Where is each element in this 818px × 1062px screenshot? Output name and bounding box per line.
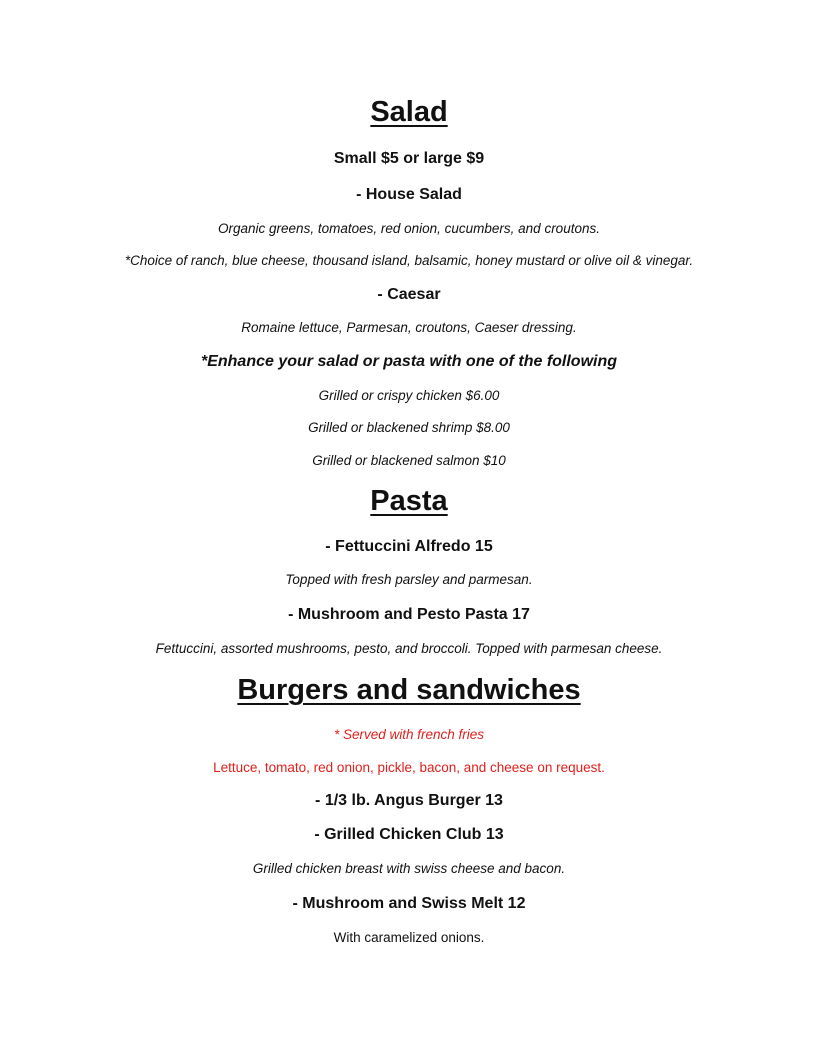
pasta-item-description: Fettuccini, assorted mushrooms, pesto, and broccoli. Topped with parmesan cheese. bbox=[155, 641, 663, 656]
burger-item-description: With caramelized onions. bbox=[333, 930, 485, 945]
enhance-option: Grilled or blackened salmon $10 bbox=[312, 453, 506, 468]
salad-heading: Salad bbox=[370, 96, 448, 128]
caesar-description: Romaine lettuce, Parmesan, croutons, Caeser dressing. bbox=[241, 320, 577, 335]
burger-item-name: - 1/3 lb. Angus Burger 13 bbox=[315, 792, 503, 809]
salad-size-pricing: Small $5 or large $9 bbox=[333, 150, 485, 167]
burgers-heading: Burgers and sandwiches bbox=[237, 674, 581, 706]
dressing-note: *Choice of ranch, blue cheese, thousand island, balsamic, honey mustard or olive oil & vinegar. bbox=[124, 253, 694, 268]
enhance-option: Grilled or crispy chicken $6.00 bbox=[318, 388, 500, 403]
enhance-title: *Enhance your salad or pasta with one of the following bbox=[200, 353, 618, 370]
enhance-option: Grilled or blackened shrimp $8.00 bbox=[308, 420, 510, 435]
pasta-item-name: - Fettuccini Alfredo 15 bbox=[325, 538, 493, 555]
caesar-name: - Caesar bbox=[377, 286, 441, 303]
burger-item-name: - Mushroom and Swiss Melt 12 bbox=[292, 895, 526, 912]
served-with-fries-note: * Served with french fries bbox=[333, 727, 485, 742]
toppings-note: Lettuce, tomato, red onion, pickle, bacon, and cheese on request. bbox=[213, 760, 605, 775]
pasta-item-description: Topped with fresh parsley and parmesan. bbox=[285, 572, 533, 587]
pasta-heading: Pasta bbox=[370, 485, 448, 517]
house-salad-description: Organic greens, tomatoes, red onion, cucumbers, and croutons. bbox=[218, 221, 600, 236]
pasta-item-name: - Mushroom and Pesto Pasta 17 bbox=[288, 606, 530, 623]
house-salad-name: - House Salad bbox=[356, 186, 462, 203]
burger-item-name: - Grilled Chicken Club 13 bbox=[314, 826, 504, 843]
burger-item-description: Grilled chicken breast with swiss cheese and bacon. bbox=[252, 861, 566, 876]
